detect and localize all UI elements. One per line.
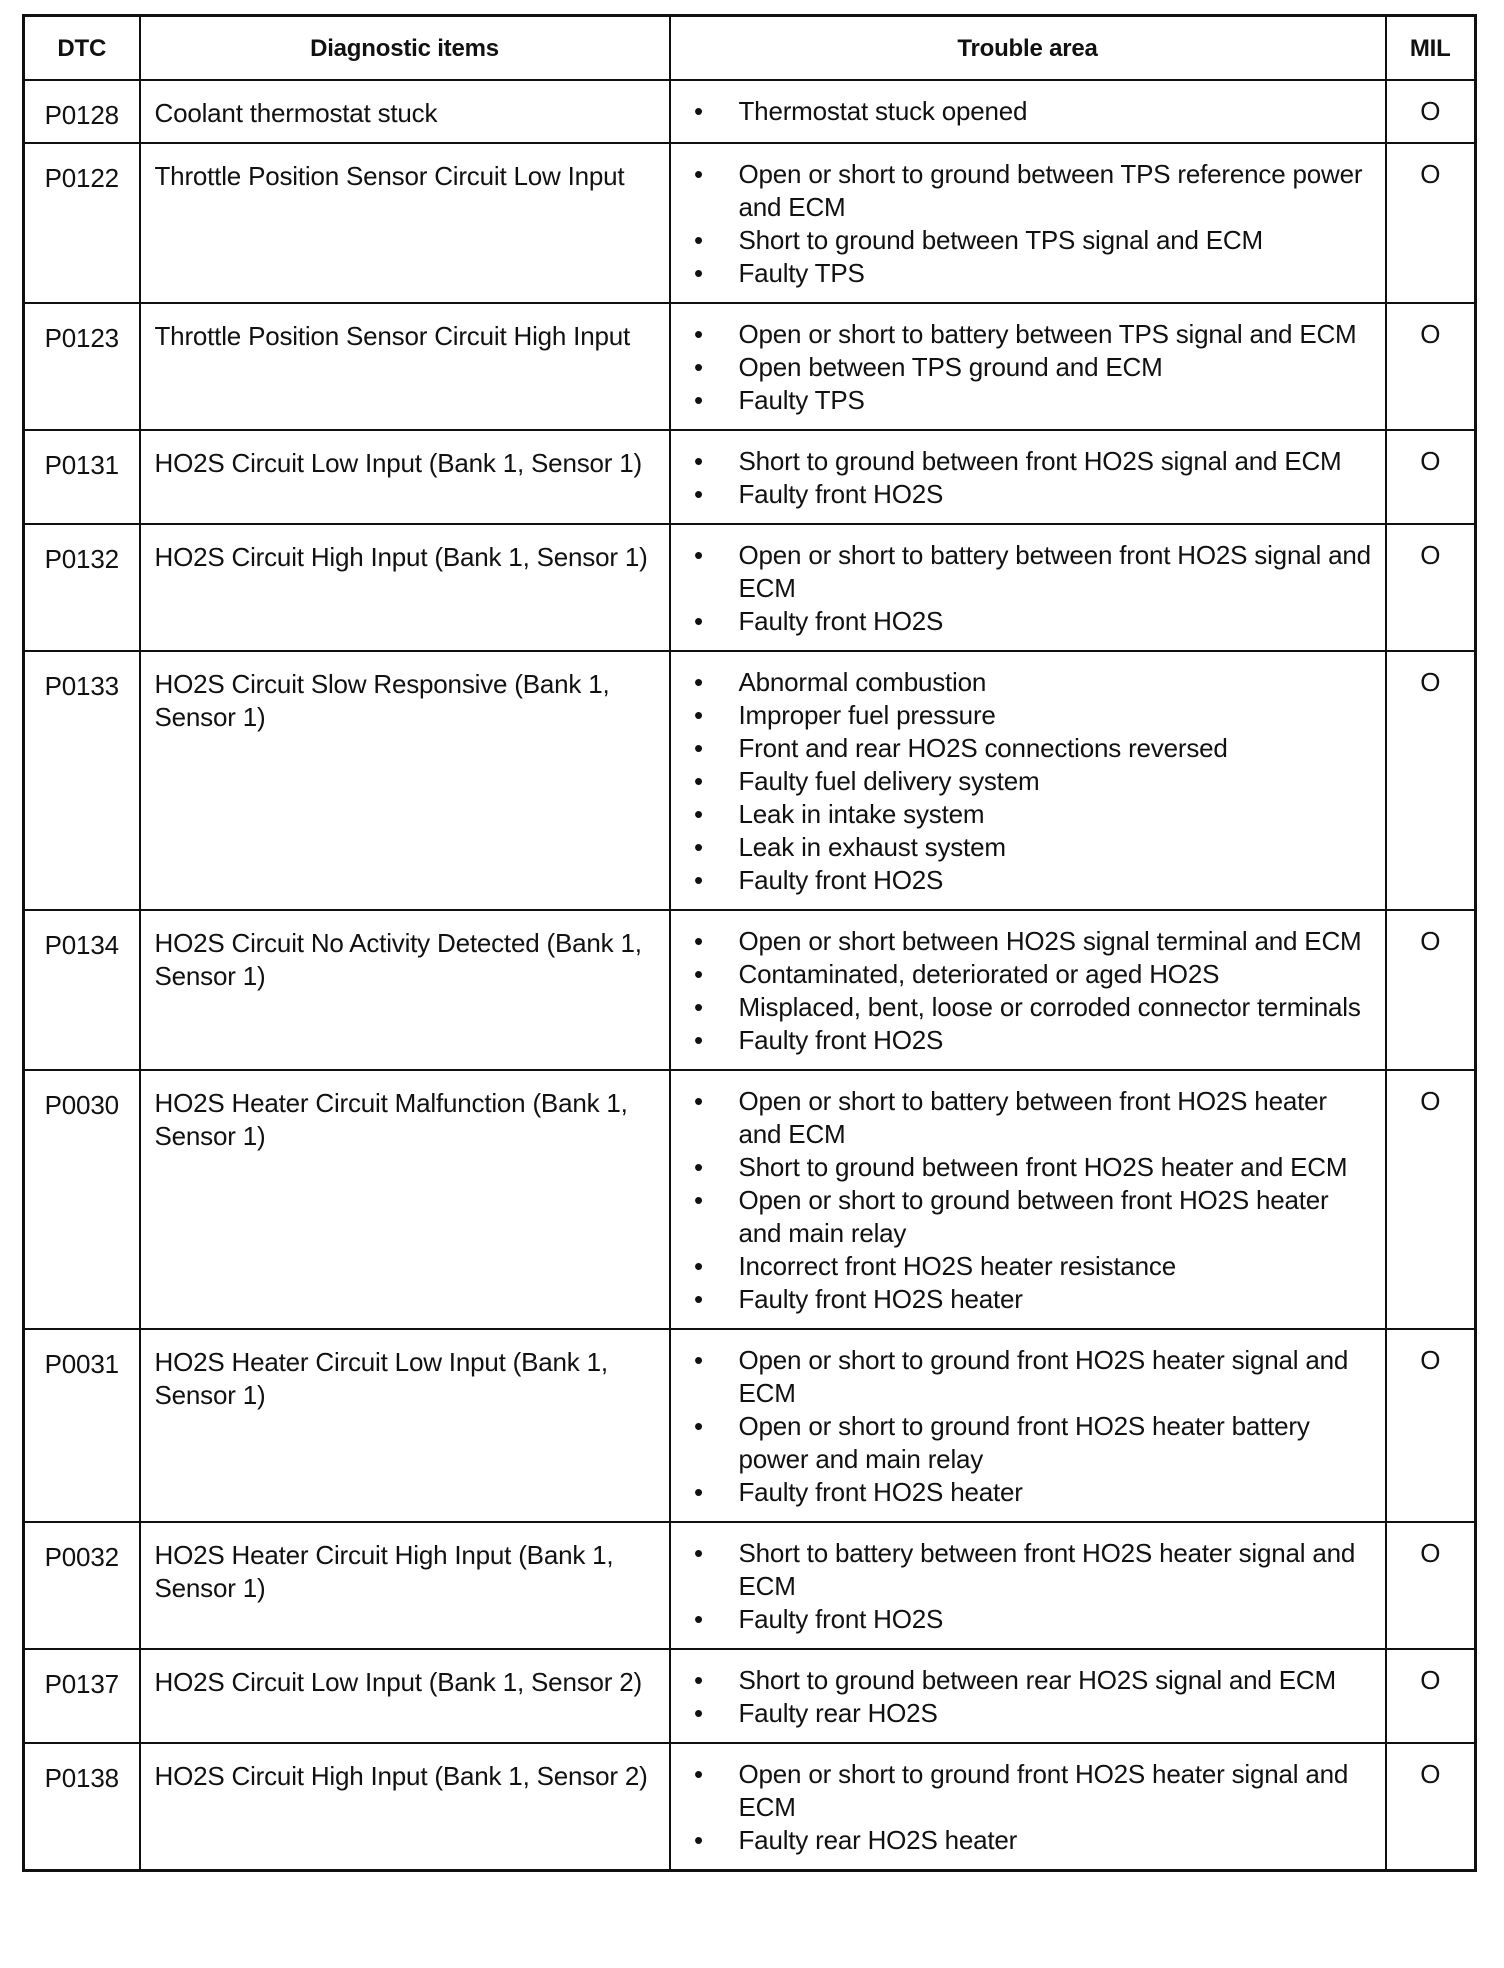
- diagnostic-item: HO2S Circuit Low Input (Bank 1, Sensor 1): [140, 430, 670, 524]
- list-item: [685, 1151, 1373, 1184]
- trouble-area: [670, 1649, 1386, 1743]
- trouble-area: [670, 430, 1386, 524]
- dtc-code: P0133: [24, 651, 140, 910]
- bullet-icon: •: [694, 926, 703, 956]
- trouble-text: Faulty front HO2S: [738, 1604, 944, 1634]
- bullet-icon: •: [694, 385, 703, 415]
- trouble-text: Faulty front HO2S heater: [738, 1477, 1023, 1507]
- bullet-icon: •: [694, 1025, 703, 1055]
- bullet-icon: •: [694, 992, 703, 1022]
- trouble-list: [685, 318, 1373, 417]
- bullet-icon: •: [694, 1086, 703, 1116]
- trouble-text: Faulty front HO2S heater: [738, 1284, 1023, 1314]
- trouble-area: [670, 1522, 1386, 1649]
- trouble-area: [670, 143, 1386, 303]
- bullet-icon: •: [694, 479, 703, 509]
- trouble-text: Faulty front HO2S: [738, 479, 944, 509]
- bullet-icon: •: [694, 799, 703, 829]
- trouble-text: Open or short to ground between TPS reference power and ECM: [738, 159, 1363, 222]
- list-item: [685, 732, 1373, 765]
- diagnostic-item: Coolant thermostat stuck: [140, 80, 670, 143]
- list-item: [685, 1758, 1373, 1824]
- trouble-list: [685, 539, 1373, 638]
- trouble-text: Faulty front HO2S: [738, 865, 944, 895]
- trouble-list: [685, 1758, 1373, 1857]
- trouble-text: Open or short to battery between front HO2S heater and ECM: [738, 1086, 1327, 1149]
- mil-indicator: O: [1386, 1649, 1476, 1743]
- list-item: [685, 1603, 1373, 1636]
- list-item: [685, 666, 1373, 699]
- bullet-icon: •: [694, 1152, 703, 1182]
- list-item: [685, 1410, 1373, 1476]
- mil-indicator: O: [1386, 80, 1476, 143]
- dtc-code: P0030: [24, 1070, 140, 1329]
- list-item: [685, 1085, 1373, 1151]
- trouble-list: [685, 925, 1373, 1057]
- list-item: [685, 699, 1373, 732]
- bullet-icon: •: [694, 700, 703, 730]
- list-item: [685, 478, 1373, 511]
- table-row: [24, 80, 1476, 143]
- bullet-icon: •: [694, 96, 703, 126]
- dtc-code: P0137: [24, 1649, 140, 1743]
- list-item: [685, 864, 1373, 897]
- bullet-icon: •: [694, 159, 703, 189]
- mil-indicator: O: [1386, 1070, 1476, 1329]
- trouble-text: Open or short to ground between front HO2S heater and main relay: [738, 1185, 1329, 1248]
- bullet-icon: •: [694, 1251, 703, 1281]
- bullet-icon: •: [694, 959, 703, 989]
- table-header-row: [24, 16, 1476, 81]
- dtc-code: P0032: [24, 1522, 140, 1649]
- trouble-text: Faulty TPS: [738, 258, 865, 288]
- header-trouble-area: Trouble area: [670, 16, 1386, 81]
- bullet-icon: •: [694, 766, 703, 796]
- trouble-text: Faulty TPS: [738, 385, 865, 415]
- mil-indicator: O: [1386, 303, 1476, 430]
- trouble-text: Open between TPS ground and ECM: [738, 352, 1163, 382]
- trouble-area: [670, 524, 1386, 651]
- list-item: [685, 257, 1373, 290]
- trouble-text: Open or short between HO2S signal terminal and ECM: [738, 926, 1362, 956]
- list-item: [685, 605, 1373, 638]
- bullet-icon: •: [694, 1665, 703, 1695]
- trouble-area: [670, 651, 1386, 910]
- table-row: [24, 303, 1476, 430]
- mil-indicator: O: [1386, 651, 1476, 910]
- mil-indicator: O: [1386, 143, 1476, 303]
- mil-indicator: O: [1386, 524, 1476, 651]
- table-row: [24, 143, 1476, 303]
- trouble-text: Faulty fuel delivery system: [738, 766, 1040, 796]
- trouble-text: Front and rear HO2S connections reversed: [738, 733, 1228, 763]
- trouble-area: [670, 80, 1386, 143]
- list-item: [685, 539, 1373, 605]
- dtc-code: P0138: [24, 1743, 140, 1871]
- list-item: [685, 158, 1373, 224]
- diagnostic-item: HO2S Heater Circuit Malfunction (Bank 1, Sensor 1): [140, 1070, 670, 1329]
- diagnostic-item: HO2S Circuit Low Input (Bank 1, Sensor 2): [140, 1649, 670, 1743]
- list-item: [685, 958, 1373, 991]
- trouble-list: [685, 1664, 1373, 1730]
- list-item: [685, 1344, 1373, 1410]
- mil-indicator: O: [1386, 910, 1476, 1070]
- trouble-text: Faulty rear HO2S heater: [738, 1825, 1018, 1855]
- list-item: [685, 318, 1373, 351]
- trouble-area: [670, 303, 1386, 430]
- list-item: [685, 798, 1373, 831]
- document-page: [22, 14, 1474, 1872]
- diagnostic-item: HO2S Circuit No Activity Detected (Bank 1, Sensor 1): [140, 910, 670, 1070]
- bullet-icon: •: [694, 832, 703, 862]
- dtc-code: P0128: [24, 80, 140, 143]
- list-item: [685, 1476, 1373, 1509]
- list-item: [685, 1824, 1373, 1857]
- bullet-icon: •: [694, 733, 703, 763]
- table-row: [24, 1743, 1476, 1871]
- trouble-list: [685, 158, 1373, 290]
- list-item: [685, 1024, 1373, 1057]
- trouble-text: Faulty front HO2S: [738, 1025, 944, 1055]
- dtc-table: [22, 14, 1477, 1872]
- trouble-text: Faulty rear HO2S: [738, 1698, 938, 1728]
- trouble-text: Short to ground between front HO2S signal and ECM: [738, 446, 1342, 476]
- list-item: [685, 95, 1373, 128]
- header-dtc: DTC: [24, 16, 140, 81]
- table-row: [24, 910, 1476, 1070]
- list-item: [685, 1250, 1373, 1283]
- table-row: [24, 1070, 1476, 1329]
- trouble-list: [685, 1085, 1373, 1316]
- list-item: [685, 831, 1373, 864]
- trouble-text: Leak in intake system: [738, 799, 985, 829]
- bullet-icon: •: [694, 258, 703, 288]
- trouble-text: Short to ground between TPS signal and ECM: [738, 225, 1263, 255]
- trouble-text: Short to battery between front HO2S heater signal and ECM: [738, 1538, 1356, 1601]
- list-item: [685, 1697, 1373, 1730]
- dtc-code: P0031: [24, 1329, 140, 1522]
- trouble-text: Open or short to ground front HO2S heater battery power and main relay: [738, 1411, 1310, 1474]
- list-item: [685, 351, 1373, 384]
- mil-indicator: O: [1386, 1329, 1476, 1522]
- trouble-list: [685, 445, 1373, 511]
- trouble-text: Contaminated, deteriorated or aged HO2S: [738, 959, 1220, 989]
- trouble-text: Thermostat stuck opened: [738, 96, 1028, 126]
- trouble-text: Open or short to battery between TPS signal and ECM: [738, 319, 1357, 349]
- trouble-area: [670, 1743, 1386, 1871]
- diagnostic-item: HO2S Heater Circuit High Input (Bank 1, Sensor 1): [140, 1522, 670, 1649]
- diagnostic-item: HO2S Heater Circuit Low Input (Bank 1, Sensor 1): [140, 1329, 670, 1522]
- dtc-code: P0122: [24, 143, 140, 303]
- trouble-text: Faulty front HO2S: [738, 606, 944, 636]
- trouble-text: Leak in exhaust system: [738, 832, 1006, 862]
- trouble-text: Misplaced, bent, loose or corroded connector terminals: [738, 992, 1361, 1022]
- bullet-icon: •: [694, 1698, 703, 1728]
- trouble-list: [685, 666, 1373, 897]
- header-diagnostic-items: Diagnostic items: [140, 16, 670, 81]
- diagnostic-item: Throttle Position Sensor Circuit Low Input: [140, 143, 670, 303]
- trouble-area: [670, 910, 1386, 1070]
- bullet-icon: •: [694, 1477, 703, 1507]
- list-item: [685, 1537, 1373, 1603]
- list-item: [685, 925, 1373, 958]
- dtc-code: P0134: [24, 910, 140, 1070]
- list-item: [685, 224, 1373, 257]
- trouble-list: [685, 1537, 1373, 1636]
- bullet-icon: •: [694, 1345, 703, 1375]
- trouble-text: Open or short to battery between front HO2S signal and ECM: [738, 540, 1371, 603]
- trouble-list: [685, 95, 1373, 128]
- trouble-text: Open or short to ground front HO2S heater signal and ECM: [738, 1345, 1349, 1408]
- mil-indicator: O: [1386, 430, 1476, 524]
- bullet-icon: •: [694, 1759, 703, 1789]
- bullet-icon: •: [694, 1411, 703, 1441]
- table-row: [24, 1522, 1476, 1649]
- trouble-list: [685, 1344, 1373, 1509]
- bullet-icon: •: [694, 1284, 703, 1314]
- table-row: [24, 651, 1476, 910]
- mil-indicator: O: [1386, 1522, 1476, 1649]
- bullet-icon: •: [694, 540, 703, 570]
- table-row: [24, 524, 1476, 651]
- dtc-code: P0123: [24, 303, 140, 430]
- mil-indicator: O: [1386, 1743, 1476, 1871]
- bullet-icon: •: [694, 1538, 703, 1568]
- bullet-icon: •: [694, 319, 703, 349]
- diagnostic-item: HO2S Circuit Slow Responsive (Bank 1, Sensor 1): [140, 651, 670, 910]
- bullet-icon: •: [694, 606, 703, 636]
- diagnostic-item: HO2S Circuit High Input (Bank 1, Sensor 2): [140, 1743, 670, 1871]
- list-item: [685, 1664, 1373, 1697]
- trouble-text: Short to ground between rear HO2S signal and ECM: [738, 1665, 1336, 1695]
- list-item: [685, 1184, 1373, 1250]
- table-row: [24, 1329, 1476, 1522]
- table-body: [24, 80, 1476, 1871]
- table-row: [24, 430, 1476, 524]
- trouble-text: Short to ground between front HO2S heater and ECM: [738, 1152, 1348, 1182]
- bullet-icon: •: [694, 446, 703, 476]
- bullet-icon: •: [694, 865, 703, 895]
- table-row: [24, 1649, 1476, 1743]
- trouble-text: Improper fuel pressure: [738, 700, 996, 730]
- trouble-text: Abnormal combustion: [738, 667, 987, 697]
- list-item: [685, 445, 1373, 478]
- bullet-icon: •: [694, 225, 703, 255]
- diagnostic-item: HO2S Circuit High Input (Bank 1, Sensor 1): [140, 524, 670, 651]
- trouble-area: [670, 1329, 1386, 1522]
- list-item: [685, 1283, 1373, 1316]
- diagnostic-item: Throttle Position Sensor Circuit High Input: [140, 303, 670, 430]
- bullet-icon: •: [694, 1825, 703, 1855]
- bullet-icon: •: [694, 1604, 703, 1634]
- dtc-code: P0131: [24, 430, 140, 524]
- list-item: [685, 765, 1373, 798]
- bullet-icon: •: [694, 1185, 703, 1215]
- trouble-text: Incorrect front HO2S heater resistance: [738, 1251, 1176, 1281]
- dtc-code: P0132: [24, 524, 140, 651]
- trouble-text: Open or short to ground front HO2S heater signal and ECM: [738, 1759, 1349, 1822]
- trouble-area: [670, 1070, 1386, 1329]
- list-item: [685, 384, 1373, 417]
- bullet-icon: •: [694, 352, 703, 382]
- header-mil: MIL: [1386, 16, 1476, 81]
- bullet-icon: •: [694, 667, 703, 697]
- list-item: [685, 991, 1373, 1024]
